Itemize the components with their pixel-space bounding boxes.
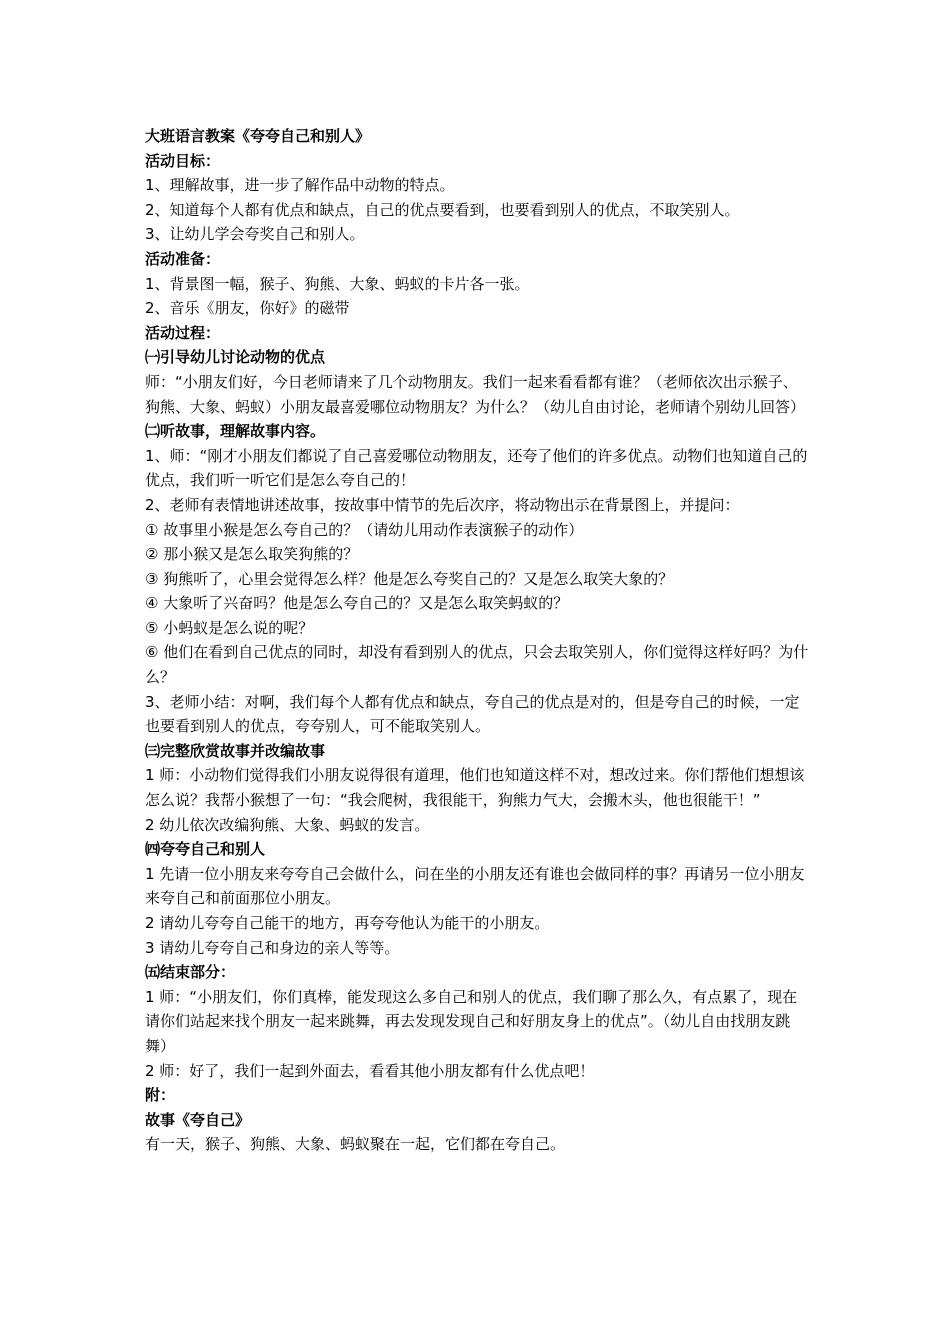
question-item: ① 故事里小猴是怎么夸自己的？（请幼儿用动作表演猴子的动作） <box>145 520 584 539</box>
question-item: ⑥ 他们在看到自己优点的同时，却没有看到别人的优点，只会去取笑别人，你们觉得这样好吗？为什么？ <box>145 643 809 687</box>
paragraph: 1、师：“刚才小朋友们都说了自己喜爱哪位动物朋友，还夸了他们的许多优点。动物们也知道自己的优点，我们听一听它们是怎么夸自己的！ <box>145 446 808 490</box>
paragraph: 3、老师小结：对啊，我们每个人都有优点和缺点，夸自己的优点是对的，但是夸自己的时候，一定也要看到别人的优点，夸夸别人，可不能取笑别人。 <box>145 692 800 736</box>
story-paragraph: 有一天，猴子、狗熊、大象、蚂蚁聚在一起，它们都在夸自己。 <box>145 1135 566 1154</box>
question-item: ④ 大象听了兴奋吗？他是怎么夸自己的？又是怎么取笑蚂蚁的？ <box>145 594 569 613</box>
goal-item: 2、知道每个人都有优点和缺点，自己的优点要看到，也要看到别人的优点，不取笑别人。 <box>145 200 740 219</box>
question-item: ③ 狗熊听了，心里会觉得怎么样？他是怎么夸奖自己的？又是怎么取笑大象的？ <box>145 569 674 588</box>
paragraph: 1 师：“小朋友们，你们真棒，能发现这么多自己和别人的优点，我们聊了那么久，有点累了，现在请你们站起来找个朋友一起来跳舞，再去发现发现自己和好朋友身上的优点”。（幼儿自由找朋友跳舞） <box>145 987 798 1055</box>
paragraph: 2、老师有表情地讲述故事，按故事中情节的先后次序，将动物出示在背景图上，并提问： <box>145 495 740 514</box>
question-item: ② 那小猴又是怎么取笑狗熊的？ <box>145 545 359 564</box>
paragraph: 2 师：好了，我们一起到外面去，看看其他小朋友都有什么优点吧！ <box>145 1061 595 1080</box>
goal-item: 3、让幼儿学会夸奖自己和别人。 <box>145 225 365 244</box>
paragraph: 1 先请一位小朋友来夸夸自己会做什么，问在坐的小朋友还有谁也会做同样的事？再请另一位小朋友来夸自己和前面那位小朋友。 <box>145 864 805 908</box>
appendix-heading: 附： <box>145 1086 176 1105</box>
paragraph: 1 师：小动物们觉得我们小朋友说得很有道理，他们也知道这样不对，想改过来。你们帮他们想想该怎么说？我帮小猴想了一句：“我会爬树，我很能干，狗熊力气大，会搬木头，他也很能干！” <box>145 766 805 810</box>
section-heading: ㈤结束部分： <box>145 963 236 982</box>
section-heading: ㈢完整欣赏故事并改编故事 <box>145 741 326 760</box>
goal-item: 1、理解故事，进一步了解作品中动物的特点。 <box>145 176 455 195</box>
section-heading: ㈣夸夸自己和别人 <box>145 840 266 859</box>
document-title: 大班语言教案《夸夸自己和别人》 <box>145 127 371 145</box>
prep-heading: 活动准备： <box>145 249 221 268</box>
story-title: 故事《夸自己》 <box>145 1110 251 1129</box>
process-heading: 活动过程： <box>145 323 221 342</box>
paragraph: 2 请幼儿夸夸自己能干的地方，再夸夸他认为能干的小朋友。 <box>145 914 550 932</box>
prep-item: 2、音乐《朋友，你好》的磁带 <box>145 299 350 318</box>
paragraph: 3 请幼儿夸夸自己和身边的亲人等等。 <box>145 938 400 957</box>
section-heading: ㈠引导幼儿讨论动物的优点 <box>145 348 326 367</box>
paragraph: 师：“小朋友们好，今日老师请来了几个动物朋友。我们一起来看看都有谁？（老师依次出示猴子、狗熊、大象、蚂蚁）小朋友最喜爱哪位动物朋友？为什么？（幼儿自由讨论，老师请个别幼儿回答） <box>145 372 806 416</box>
paragraph: 2 幼儿依次改编狗熊、大象、蚂蚁的发言。 <box>145 815 430 834</box>
document-body <box>145 124 810 1157</box>
question-item: ⑤ 小蚂蚁是怎么说的呢？ <box>145 618 314 637</box>
prep-item: 1、背景图一幅，猴子、狗熊、大象、蚂蚁的卡片各一张。 <box>145 274 530 293</box>
goals-heading: 活动目标： <box>145 151 221 170</box>
section-heading: ㈡听故事，理解故事内容。 <box>145 422 326 441</box>
